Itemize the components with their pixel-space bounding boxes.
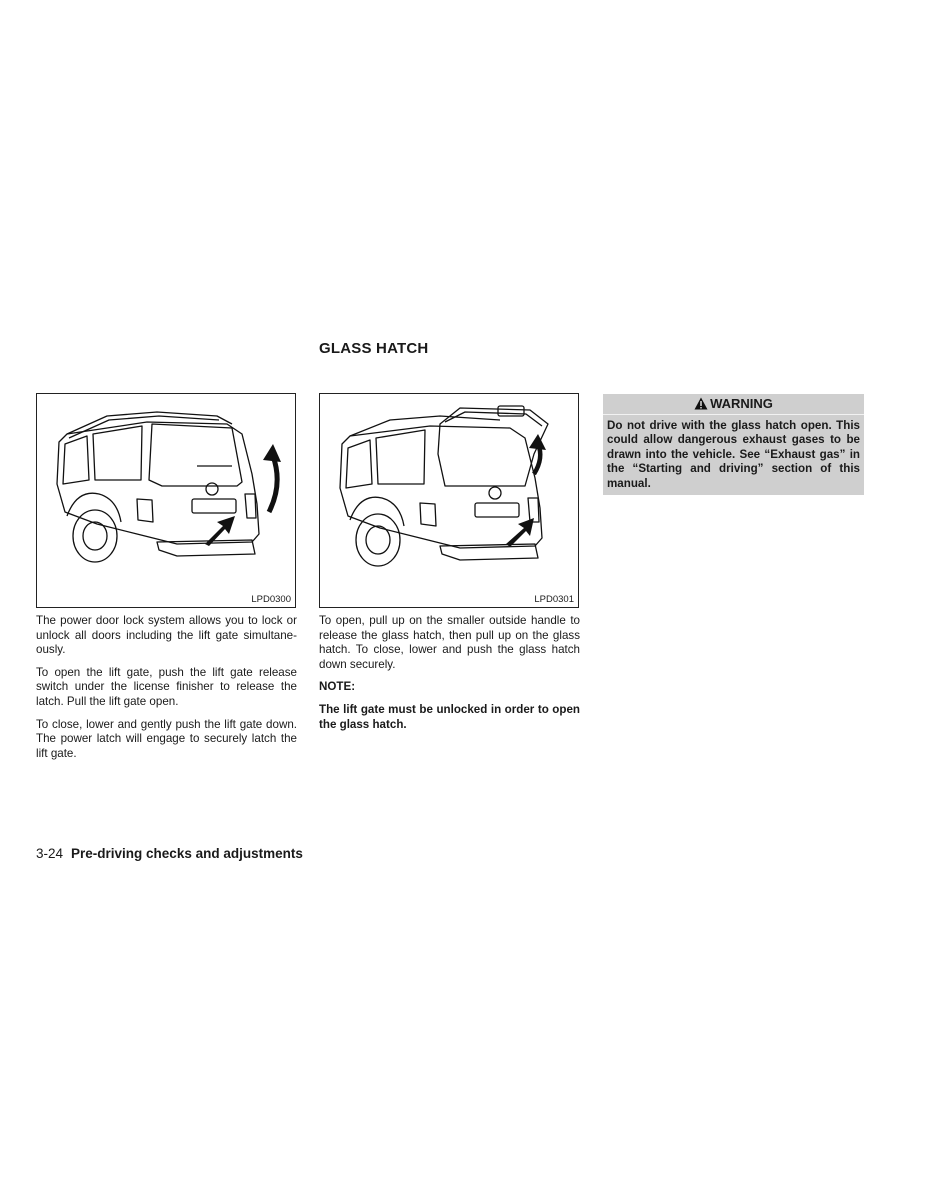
paragraph: The power door lock system allows you to lock or unlock all doors including the lift gate simultane-ously. bbox=[36, 614, 297, 657]
figure-glass-hatch bbox=[319, 393, 579, 608]
middle-column bbox=[319, 614, 580, 732]
left-column bbox=[36, 614, 297, 769]
vehicle-glass-hatch-open-illustration bbox=[320, 394, 578, 607]
paragraph: To open, pull up on the smaller outside handle to release the glass hatch, then pull up on the glass hatch. To close, lower and push the glass hatch down securely. bbox=[319, 614, 580, 671]
vehicle-liftgate-open-illustration bbox=[37, 394, 295, 607]
warning-triangle-icon bbox=[694, 396, 708, 416]
warning-heading-label: WARNING bbox=[710, 396, 773, 411]
note-heading: NOTE: bbox=[319, 680, 356, 694]
section-title: GLASS HATCH bbox=[319, 340, 429, 357]
figure-liftgate bbox=[36, 393, 296, 608]
page-number: 3-24 bbox=[36, 846, 64, 861]
warning-box bbox=[603, 394, 864, 495]
figure-code: LPD0300 bbox=[251, 594, 291, 605]
chapter-title: Pre-driving checks and adjustments bbox=[71, 846, 303, 861]
warning-text: Do not drive with the glass hatch open. This could allow dangerous exhaust gases to be drawn into the vehicle. See “Exhaust gas” in the “Starting and driving” section of this manual. bbox=[607, 419, 860, 490]
page-footer bbox=[36, 846, 303, 861]
warning-heading bbox=[603, 394, 864, 415]
paragraph: To open the lift gate, push the lift gate release switch under the license finisher to release the latch. Pull the lift gate open. bbox=[36, 665, 297, 708]
paragraph: To close, lower and gently push the lift gate down. The power latch will engage to securely latch the lift gate. bbox=[36, 717, 297, 760]
figure-code: LPD0301 bbox=[534, 594, 574, 605]
note-text: The lift gate must be unlocked in order to open the glass hatch. bbox=[319, 702, 580, 731]
